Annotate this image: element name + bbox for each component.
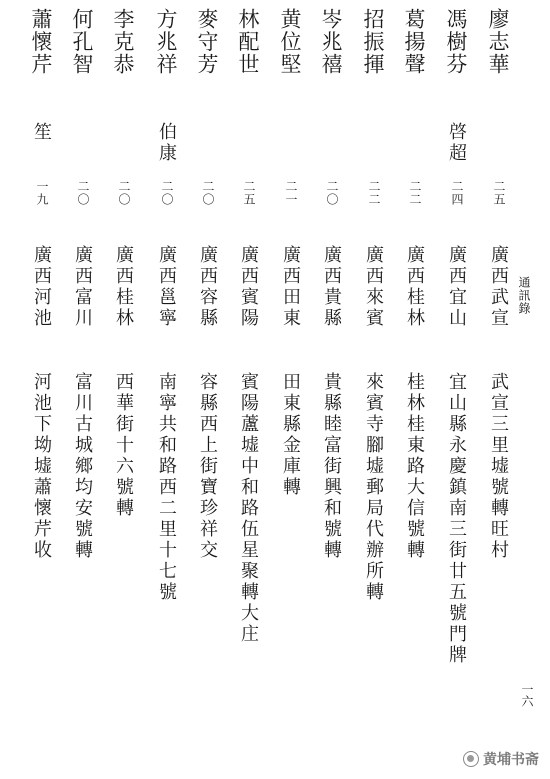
entry-address: 田東縣金庫轉: [280, 372, 301, 498]
entry-origin: 廣西田東: [280, 245, 301, 329]
entry-address: 貴縣睦富街興和號轉: [321, 372, 342, 561]
entry-name: 葛揚聲: [402, 8, 426, 76]
document-title: 通訊錄: [517, 276, 531, 315]
entry-origin: 廣西貴縣: [321, 245, 342, 329]
entry-age: 一九: [35, 180, 49, 206]
entry-address: 桂林桂東路大信號轉: [404, 372, 425, 561]
entry-address: 富川古城鄉均安號轉: [72, 372, 93, 561]
entry-age: 二二: [408, 180, 422, 206]
entry-age: 二四: [450, 180, 464, 206]
entry-address: 宜山縣永慶鎮南三街廿五號門牌: [446, 372, 467, 666]
entry-name: 麥守芳: [195, 8, 219, 76]
page-number: 一六: [520, 683, 534, 707]
entry-origin: 廣西賓陽: [238, 245, 259, 329]
entry-age: 二〇: [201, 180, 215, 206]
entry-age: 二二: [367, 180, 381, 206]
entry-origin: 廣西邕寧: [156, 245, 177, 329]
watermark-text: 黄埔书斋: [483, 752, 539, 768]
entry-address: 容縣西上街寶珍祥交: [197, 372, 218, 561]
entry-origin: 廣西容縣: [197, 245, 218, 329]
watermark: [463, 749, 547, 771]
entry-origin: 廣西河池: [31, 245, 52, 329]
entry-name: 馮樹芬: [444, 8, 468, 76]
entry-origin: 廣西桂林: [404, 245, 425, 329]
entry-age: 二五: [242, 180, 256, 206]
entry-alias: 笙: [31, 122, 52, 143]
entry-address: 河池下坳墟蕭懷芹收: [31, 372, 52, 561]
entry-alias: 啓超: [446, 122, 467, 164]
entry-name: 方兆祥: [154, 8, 178, 76]
entry-origin: 廣西武宣: [488, 245, 509, 329]
entry-age: 二〇: [160, 180, 174, 206]
entry-name: 招振揮: [361, 8, 385, 76]
entry-origin: 廣西來賓: [363, 245, 384, 329]
wechat-icon: [463, 751, 479, 767]
entry-name: 李克恭: [111, 8, 135, 76]
entry-address: 賓陽蘆墟中和路伍星聚轉大庄: [238, 372, 259, 645]
entry-age: 二〇: [76, 180, 90, 206]
entry-name: 林配世: [236, 8, 260, 76]
entry-address: 西華街十六號轉: [113, 372, 134, 519]
entry-age: 二〇: [117, 180, 131, 206]
entry-origin: 廣西桂林: [113, 245, 134, 329]
entry-age: 二〇: [325, 180, 339, 206]
entry-origin: 廣西富川: [72, 245, 93, 329]
entry-name: 蕭懷芹: [29, 8, 53, 76]
entry-name: 岑兆禧: [319, 8, 343, 76]
entry-name: 何孔智: [70, 8, 94, 76]
entry-alias: 伯康: [156, 122, 177, 164]
entry-name: 廖志華: [486, 8, 510, 76]
entry-age: 二一: [284, 180, 298, 206]
entry-address: 南寧共和路西二里十七號: [156, 372, 177, 603]
entry-address: 來賓寺腳墟郵局代辦所轉: [363, 372, 384, 603]
entry-age: 二五: [492, 180, 506, 206]
entry-origin: 廣西宜山: [446, 245, 467, 329]
entry-address: 武宣三里墟號轉旺村: [488, 372, 509, 561]
entry-name: 黄位堅: [278, 8, 302, 76]
